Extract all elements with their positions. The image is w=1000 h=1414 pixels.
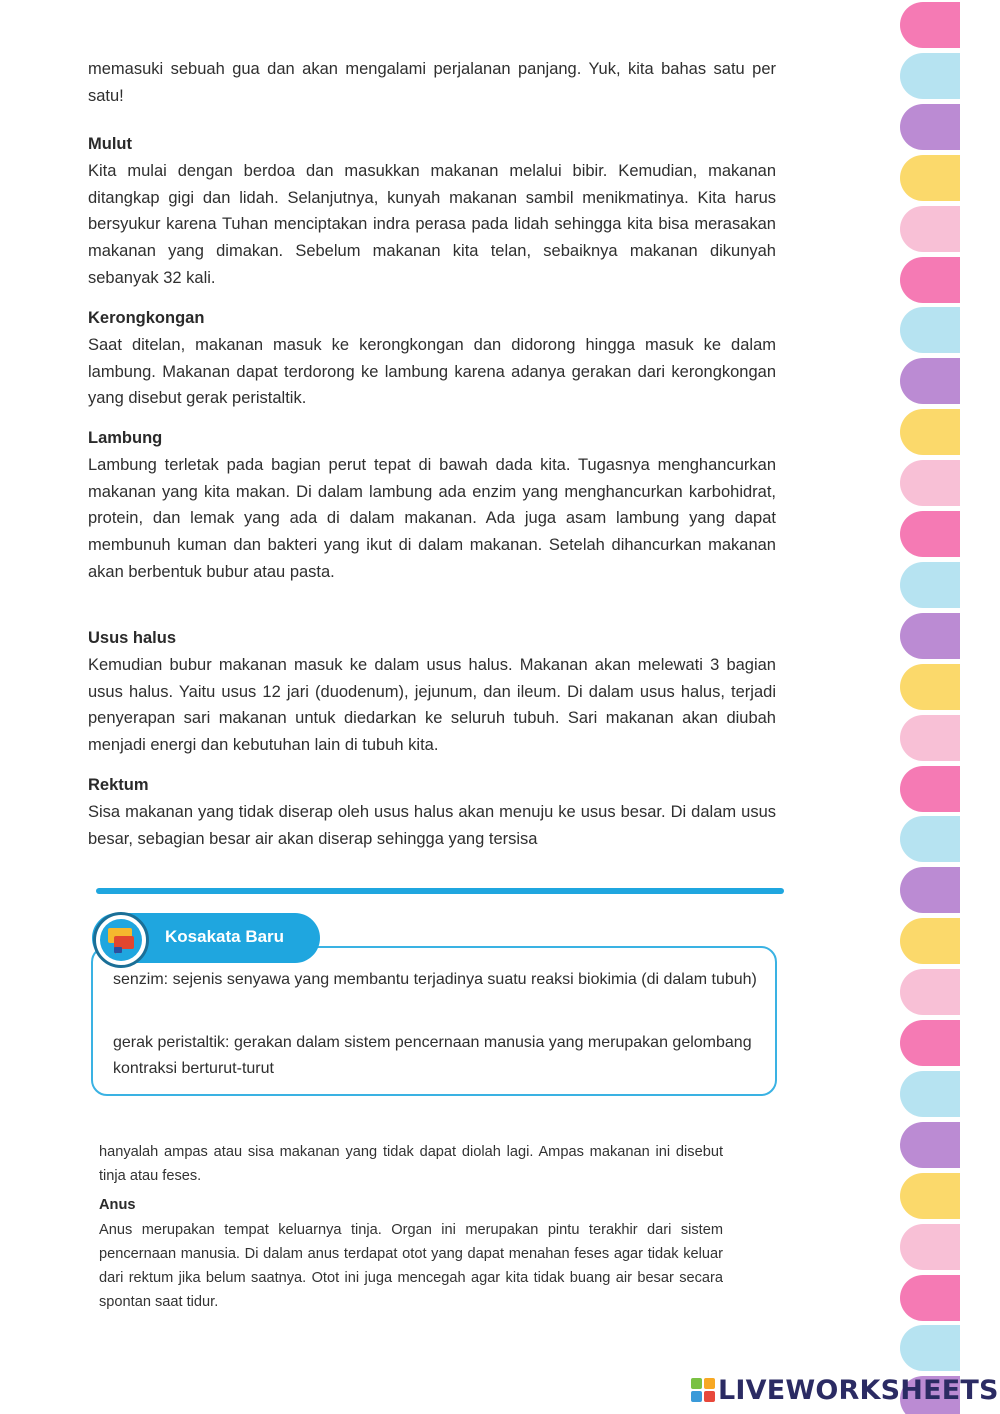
section-heading-kerongkongan: Kerongkongan bbox=[88, 309, 205, 327]
intro-paragraph: memasuki sebuah gua dan akan mengalami perjalanan panjang. Yuk, kita bahas satu per satu! bbox=[88, 60, 776, 105]
section-body-anus: Anus merupakan tempat keluarnya tinja. Organ ini merupakan pintu terakhir dari sistem pencernaan manusia. Di dalam anus terdapat otot yang dapat menahan feses agar tidak keluar dari rektum jika belum saatnya. Otot ini juga mencegah agar kita tidak buang air besar secara spontan saat tidur. bbox=[99, 1222, 723, 1310]
decorative-tab bbox=[900, 715, 960, 761]
decorative-tab bbox=[900, 664, 960, 710]
watermark-text: LIVEWORKSHEETS bbox=[718, 1374, 999, 1406]
liveworksheets-logo-icon bbox=[691, 1378, 715, 1402]
section-heading-mulut: Mulut bbox=[88, 135, 132, 153]
liveworksheets-watermark bbox=[691, 1372, 999, 1408]
decorative-tab bbox=[900, 1275, 960, 1321]
decorative-tab bbox=[900, 206, 960, 252]
decorative-tab bbox=[900, 766, 960, 812]
decorative-tab bbox=[900, 816, 960, 862]
section-heading-lambung: Lambung bbox=[88, 429, 163, 447]
decorative-tab bbox=[900, 1071, 960, 1117]
decorative-tab bbox=[900, 1325, 960, 1371]
section-body-kerongkongan: Saat ditelan, makanan masuk ke kerongkongan dan didorong hingga masuk ke dalam lambung. Makanan dapat terdorong ke lambung karena adanya gerakan dari kerongkongan yang disebut gerak peristaltik. bbox=[88, 336, 776, 408]
chat-bubbles-icon bbox=[100, 919, 142, 961]
section-heading-usus-halus: Usus halus bbox=[88, 629, 177, 647]
decorative-tab bbox=[900, 613, 960, 659]
section-divider bbox=[96, 888, 784, 894]
section-body-usus-halus: Kemudian bubur makanan masuk ke dalam usus halus. Makanan akan melewati 3 bagian usus halus. Yaitu usus 12 jari (duodenum), jejunum, dan ileum. Di dalam usus halus, terjadi penyerapan sari makanan untuk diedarkan ke seluruh tubuh. Sari makanan akan diubah menjadi energi dan kebutuhan lain di tubuh kita. bbox=[88, 656, 776, 755]
section-body-mulut: Kita mulai dengan berdoa dan masukkan makanan melalui bibir. Kemudian, makanan ditangkap gigi dan lidah. Selanjutnya, kunyah makanan sambil menikmatinya. Kita harus bersyukur karena Tuhan menciptakan indra perasa pada lidah sehingga kita bisa merasakan makanan yang dimakan. Sebelum makanan kita telan, sebaiknya makanan dikunyah sebanyak 32 kali. bbox=[88, 162, 776, 287]
decorative-tab bbox=[900, 409, 960, 455]
section-body-rektum: Sisa makanan yang tidak diserap oleh usus halus akan menuju ke usus besar. Di dalam usus besar, sebagian besar air akan diserap sehingga yang tersisa bbox=[88, 803, 776, 848]
decorative-tab bbox=[900, 53, 960, 99]
decorative-tab bbox=[900, 511, 960, 557]
decorative-tab bbox=[900, 562, 960, 608]
vocabulary-title: Kosakata Baru bbox=[165, 927, 285, 946]
decorative-tab bbox=[900, 257, 960, 303]
decorative-tab bbox=[900, 460, 960, 506]
decorative-tab bbox=[900, 1224, 960, 1270]
decorative-tab bbox=[900, 1122, 960, 1168]
section-heading-rektum: Rektum bbox=[88, 776, 149, 794]
decorative-tab bbox=[900, 358, 960, 404]
vocabulary-entry-peristaltik: gerak peristaltik: gerakan dalam sistem pencernaan manusia yang merupakan gelombang kontraksi berturut-turut bbox=[113, 1034, 752, 1077]
decorative-tab bbox=[900, 2, 960, 48]
decorative-tab bbox=[900, 867, 960, 913]
decorative-tab bbox=[900, 1173, 960, 1219]
continuation-paragraph: hanyalah ampas atau sisa makanan yang tidak dapat diolah lagi. Ampas makanan ini disebut tinja atau feses. bbox=[99, 1144, 723, 1184]
decorative-tab bbox=[900, 1020, 960, 1066]
decorative-tab bbox=[900, 155, 960, 201]
decorative-tab bbox=[900, 104, 960, 150]
vocabulary-entry-enzim: senzim: sejenis senyawa yang membantu terjadinya suatu reaksi biokimia (di dalam tubuh) bbox=[113, 971, 757, 988]
decorative-tab bbox=[900, 969, 960, 1015]
decorative-tab-strip bbox=[900, 0, 960, 1414]
section-heading-anus: Anus bbox=[99, 1197, 136, 1213]
decorative-tab bbox=[900, 307, 960, 353]
decorative-tab bbox=[900, 918, 960, 964]
section-body-lambung: Lambung terletak pada bagian perut tepat di bawah dada kita. Tugasnya menghancurkan makanan yang kita makan. Di dalam lambung ada enzim yang menghancurkan karbohidrat, protein, dan lemak yang ada di dalam makanan. Ada juga asam lambung yang dapat membunuh kuman dan bakteri yang ikut di dalam makanan. Setelah dihancurkan makanan akan berbentuk bubur atau pasta. bbox=[88, 456, 776, 581]
